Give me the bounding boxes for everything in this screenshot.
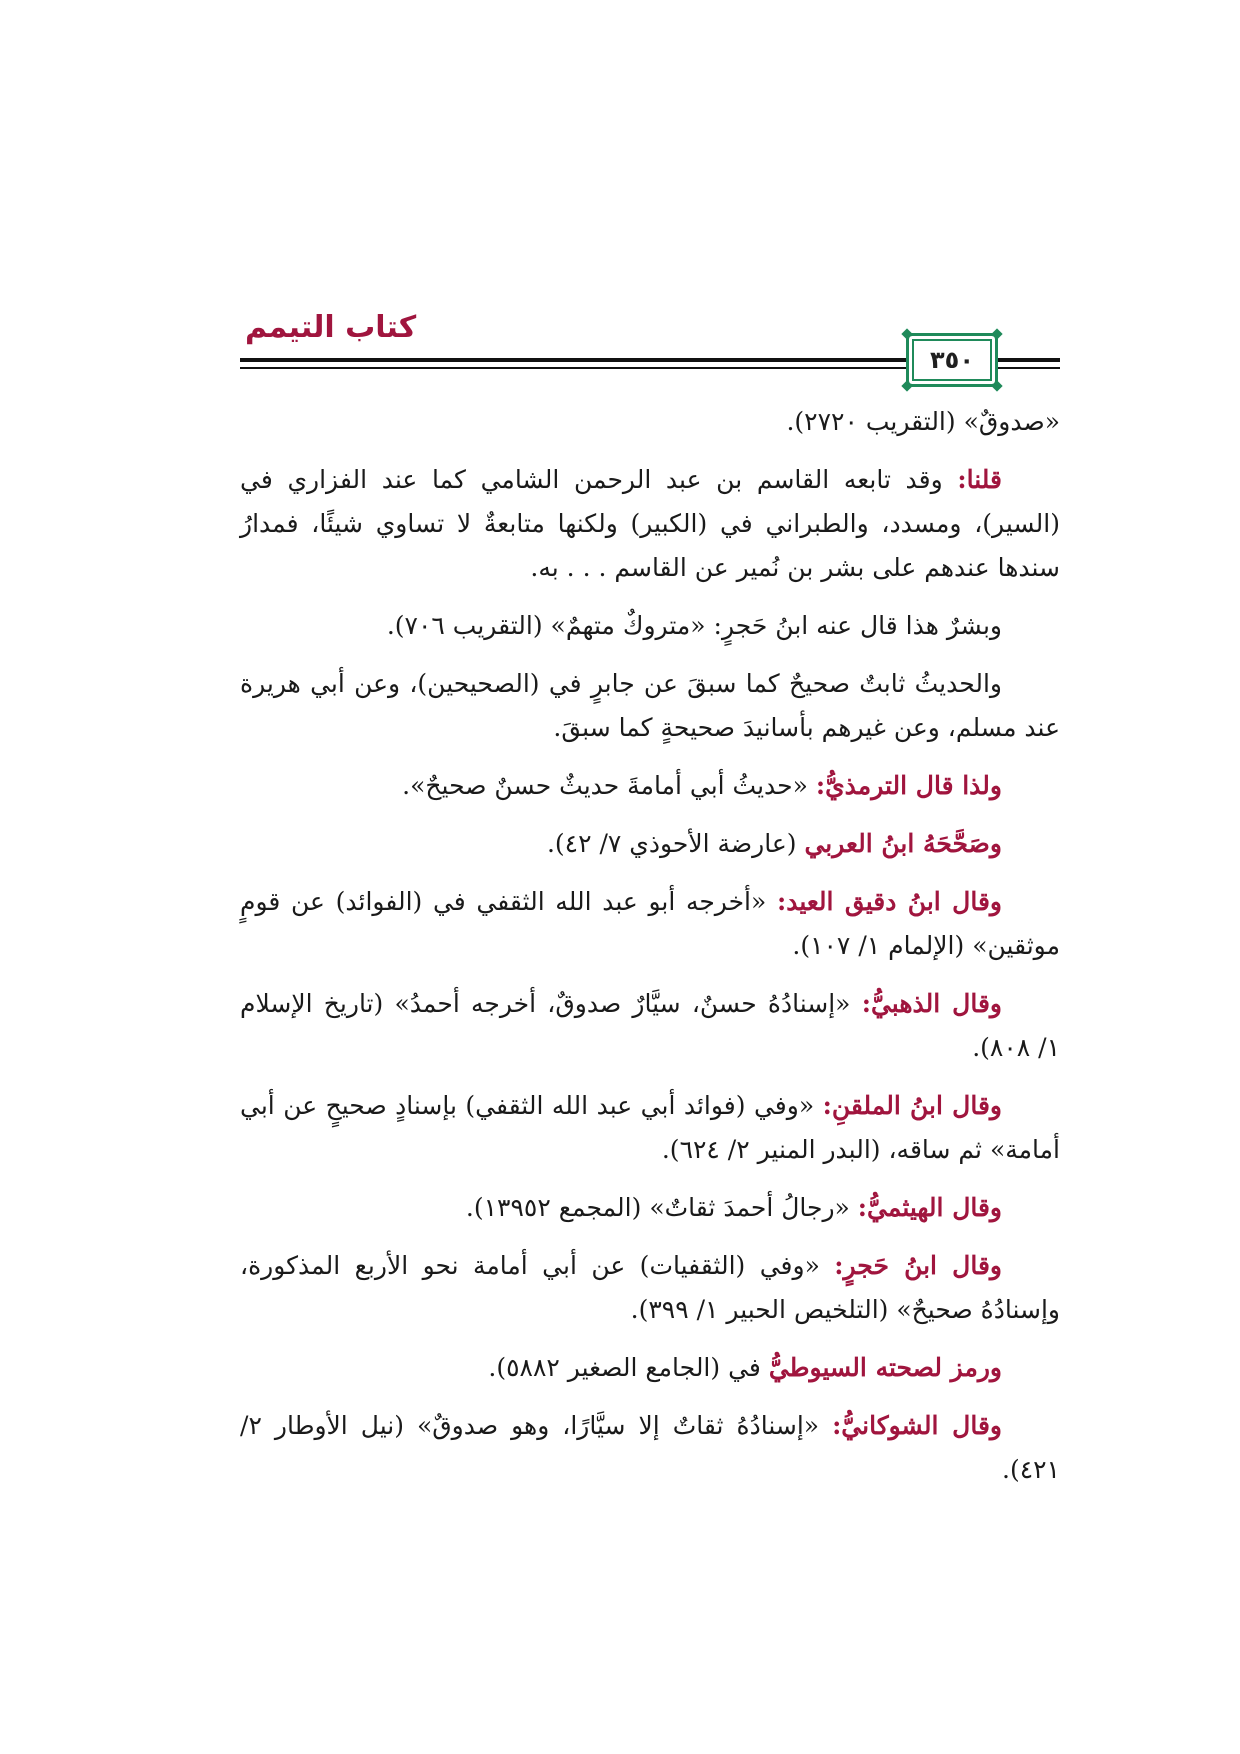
- paragraph-text: «إسنادُهُ حسنٌ، سيَّارٌ صدوقٌ، أخرجه أحمدُ» (تاريخ الإسلام ١/ ٨٠٨).: [240, 989, 1060, 1062]
- paragraph: [240, 1346, 1060, 1390]
- paragraph-text: «صدوقٌ» (التقريب ٢٧٢٠).: [786, 407, 1060, 436]
- paragraph: [240, 1084, 1060, 1172]
- paragraph-text: «وفي (فوائد أبي عبد الله الثقفي) بإسنادٍ صحيحٍ عن أبي أمامة» ثم ساقه، (البدر المنير ٢/ ٦٢٤).: [240, 1091, 1060, 1164]
- paragraph-lead: قلنا:: [957, 465, 1002, 494]
- paragraph-lead: وقال ابنُ دقيق العيد:: [776, 887, 1002, 916]
- paragraph-text: في (الجامع الصغير ٥٨٨٢).: [488, 1353, 769, 1382]
- paragraph: [240, 764, 1060, 808]
- paragraph-text: «إسنادُهُ ثقاتٌ إلا سيَّارًا، وهو صدوقٌ» (نيل الأوطار ٢/ ٤٢١).: [240, 1411, 1060, 1484]
- paragraph: [240, 400, 1060, 444]
- page-number: ٣٥٠: [930, 346, 974, 374]
- paragraph-text: «رجالُ أحمدَ ثقاتٌ» (المجمع ١٣٩٥٢).: [465, 1193, 858, 1222]
- paragraph: [240, 1244, 1060, 1332]
- paragraph: [240, 982, 1060, 1070]
- paragraph-text: «حديثُ أبي أمامةَ حديثٌ حسنٌ صحيحٌ».: [402, 771, 816, 800]
- paragraph: [240, 458, 1060, 590]
- paragraph-lead: وقال الذهبيُّ:: [861, 989, 1002, 1018]
- paragraph-text: (عارضة الأحوذي ٧/ ٤٢).: [546, 829, 805, 858]
- paragraph: [240, 662, 1060, 750]
- paragraph-lead: وقال الشوكانيُّ:: [832, 1411, 1002, 1440]
- paragraph: [240, 1404, 1060, 1492]
- paragraph-text: وقد تابعه القاسم بن عبد الرحمن الشامي كما عند الفزاري في (السير)، ومسدد، والطبراني في (الكبير) ولكنها متابعةٌ لا تساوي شيئًا، فمدارُ سندها عندهم على بشر بن نُمير عن القاسم . . . به.: [240, 465, 1060, 582]
- badge-corner-ornament-icon: [901, 380, 912, 391]
- body-text: [240, 400, 1060, 1506]
- paragraph: [240, 880, 1060, 968]
- paragraph-lead: وقال الهيثميُّ:: [857, 1193, 1002, 1222]
- badge-corner-ornament-icon: [991, 328, 1002, 339]
- paragraph-text: والحديثُ ثابتٌ صحيحٌ كما سبقَ عن جابرٍ في (الصحيحين)، وعن أبي هريرة عند مسلم، وعن غيرهم بأسانيدَ صحيحةٍ كما سبقَ.: [240, 669, 1060, 742]
- paragraph-lead: وقال ابنُ حَجرٍ:: [834, 1251, 1002, 1280]
- paragraph-lead: ورمز لصحته السيوطيُّ: [768, 1353, 1002, 1382]
- paragraph-text: وبشرٌ هذا قال عنه ابنُ حَجرٍ: «متروكٌ متهمٌ» (التقريب ٧٠٦).: [386, 611, 1002, 640]
- paragraph-text: «أخرجه أبو عبد الله الثقفي في (الفوائد) عن قومٍ موثقين» (الإلمام ١/ ١٠٧).: [240, 887, 1060, 960]
- book-title: كتاب التيمم: [245, 310, 417, 345]
- paragraph-lead: ولذا قال الترمذيُّ:: [815, 771, 1002, 800]
- badge-corner-ornament-icon: [901, 328, 912, 339]
- paragraph-lead: وقال ابنُ الملقنِ:: [822, 1091, 1002, 1120]
- paragraph: [240, 822, 1060, 866]
- paragraph-lead: وصَحَّحَهُ ابنُ العربي: [804, 829, 1002, 858]
- paragraph: [240, 604, 1060, 648]
- badge-corner-ornament-icon: [991, 380, 1002, 391]
- page-number-badge: [906, 333, 998, 387]
- paragraph: [240, 1186, 1060, 1230]
- paragraph-text: «وفي (الثقفيات) عن أبي أمامة نحو الأربع المذكورة، وإسنادُهُ صحيحٌ» (التلخيص الحبير ١/ ٣٩٩).: [240, 1251, 1060, 1324]
